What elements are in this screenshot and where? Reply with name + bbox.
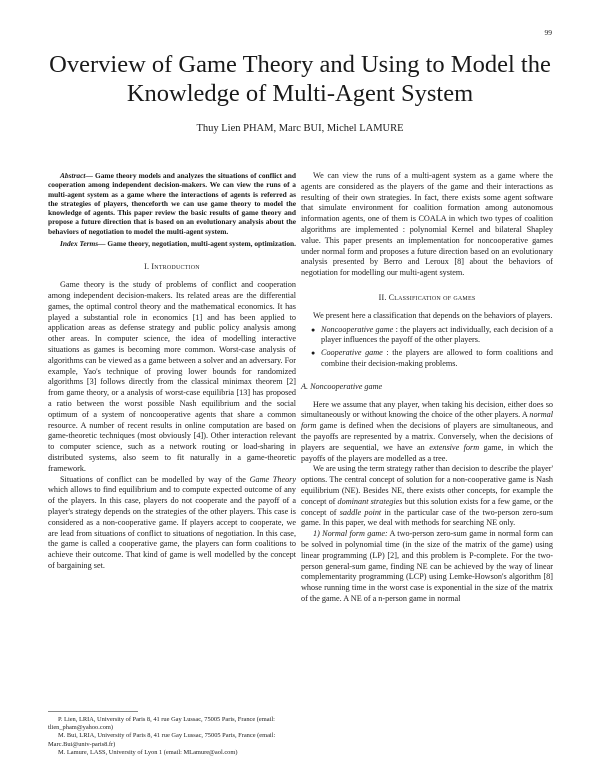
paragraph-lead: 1) Normal form game: [313,529,388,539]
section-title: Introduction [151,262,200,272]
footnote: P. Lien, LRIA, University of Paris 8, 41 rue Gay Lussac, 75005 Paris, France (email: tlien_pham@yahoo.com) [48,716,275,732]
text-run: game is defined when the decisions of players are simultaneous, and the payoffs are represented by a matrix. Conversely, when the decisions of players are sequential, we have an [301,421,553,452]
bullet-text: : the players are allowed to form coalitions and combine their decision-making problems. [321,348,553,368]
paragraph: We can view the runs of a multi-agent system as a game where the agents are considered as the players of the game and their interactions as resulting of their own strategies. In fact, there exists some agent software that simulate environment for coalition formation among autonomous information agents, one of them is COALA in which two types of coalition algorithms are implemented : polynomial Kernel and bilateral Shapley value. This paper presents an implementation for noncooperative games under normal form and proposes a future direction based on an evolutionary analysis presented by Berro and Leroux [8] about the behaviors of negotiation for modelling our multi-agent system. [301,171,553,278]
text-run: in the particular case of the two-person zero-sum game. In this paper, we deal with methods for searching NE only. [301,507,554,528]
footnotes [48,716,300,757]
bullet-term: Noncooperative game [321,324,394,334]
bullet-list [301,325,553,370]
paragraph [301,529,553,605]
paragraph [48,475,296,572]
text-run: We are using the term strategy rather than decision to describe the player' options. The central concept of solution for a non-cooperative game is Nash equilibrium (NE). Besides NE, there exists other concepts, for example the concept of [301,464,553,506]
paper-title: Overview of Game Theory and Using to Model the Knowledge of Multi-Agent System [49,51,551,107]
left-column [48,171,296,572]
section-title: Classification of games [388,292,476,302]
list-item [311,348,553,370]
section-number: II. [378,292,389,302]
author-list: Thuy Lien PHAM, Marc BUI, Michel LAMURE [196,123,404,134]
text-run: game, in which the payoffs of the players are modelled as a tree. [301,442,553,463]
bullet-text: : the players act individually, each decision of a player influences the payoff of the other players. [321,324,553,345]
bullet-icon: ● [311,325,316,334]
section-heading-introduction [48,262,296,273]
text-run: A two-person zero-sum game in normal form can be solved in polynomial time (in the size of the matrix of the game) using linear programming (LP) [2], and this problem is P-complete. For the two-person general-sum game, finding NE can be achieved by the way of linear complementarity programming (LCP) using Lemke-Howson's algorithm [8] whose running time in the worst case is exponential in the size of the matrix of the game. A NE of a n-person game in normal [301,529,553,603]
emphasis: extensive form [429,442,480,452]
index-terms-text: Game theory, negotiation, multi-agent system, optimization. [105,239,297,249]
footnote: M. Lamure, LASS, University of Lyon 1 (email: MLamure@aol.com) [58,748,238,756]
text-run: Here we assume that any player, when taking his decision, either does so simultaneously or without knowing the choice of the other players. A [301,399,553,420]
emphasis: dominant strategies [337,496,403,506]
bullet-icon: ● [311,349,316,358]
emphasis: normal form [301,410,553,431]
emphasis: Game Theory [249,474,297,484]
index-terms-lead: Index Terms— [60,239,106,249]
abstract-lead: Abstract— [60,171,93,180]
paragraph [301,464,553,529]
footnote: M. Bui, LRIA, University of Paris 8, 41 rue Gay Lussac, 75005 Paris, France (email: Marc.Bui@univ-paris8.fr) [48,732,276,748]
bullet-term: Cooperative game [321,348,383,358]
paragraph [301,400,553,465]
text-run: Situations of conflict can be modelled by way of the [60,474,250,484]
abstract-text: Game theory models and analyzes the situations of conflict and cooperation among independent decision-makers. We can view the runs of a multi-agent system as a game where the interactions of agents is referred as the strategies of players, thenceforth we can use game theory to model the knowledge of agents. This paper review the basic results of game theory and propose a future direction that is based on an evolutionary analysis about the behaviors of negotiation to model the multi-agent system. [48,171,296,236]
paragraph: We present here a classification that depends on the behaviors of players. [313,310,553,320]
emphasis: saddle point [339,507,382,517]
list-item [311,324,553,347]
text-run: which allows to find equilibrium and to compute expected outcome of any of the players. In this case, players do not cooperate and the payoff of a player's strategy depends on the strategies of the other players. This case is considered as a non-cooperative game. If players accept to cooperate, we are lead from situations of conflict to situations of negotiation. In this case, the game is called a cooperative game, the players can form coalitions to achieve their outcome. That kind of game is well modelled by the concept of bargaining set. [48,485,296,570]
paragraph: Game theory is the study of problems of conflict and cooperation among independent decision-makers. Its related areas are the differential games, the optimal control theory and the mathematical economics. It has played a substantial role in economics [1] and has been applied to application areas as defense strategy and public policy analysis among other areas. In computer science, the idea of modelling interactive situations as games is becoming more common. Worst-case analysis of algorithms can be viewed as a game between a solver and an adversary. For example, Yao's technique of proving lower bounds for randomized algorithms [3] follows directly from the classical minimax theorem [2] from game theory, or a analysis of worst-case equilibria [13] has proposed a ratio between the worst possible Nash equilibrium and the social optimum of a system of noncooperative agents that share a common resource. A number of recent results in online computation are based on game-theoretic techniques (most obviously [4]). Other interaction relevant to computer science, such as a network routing or load-sharing in distributed systems, also seem to fit naturally in a game-theoretic framework. [48,280,296,473]
footnote-rule [48,711,138,712]
right-column [301,171,553,605]
abstract [48,171,296,236]
subsection-heading: A. Noncooperative game [301,381,383,391]
section-number: I. [144,262,152,272]
text-run: but this solution exists for a few game, or the concept of [301,496,553,517]
index-terms [48,239,296,248]
section-heading-classification [301,293,553,304]
page-number: 99 [544,28,552,37]
